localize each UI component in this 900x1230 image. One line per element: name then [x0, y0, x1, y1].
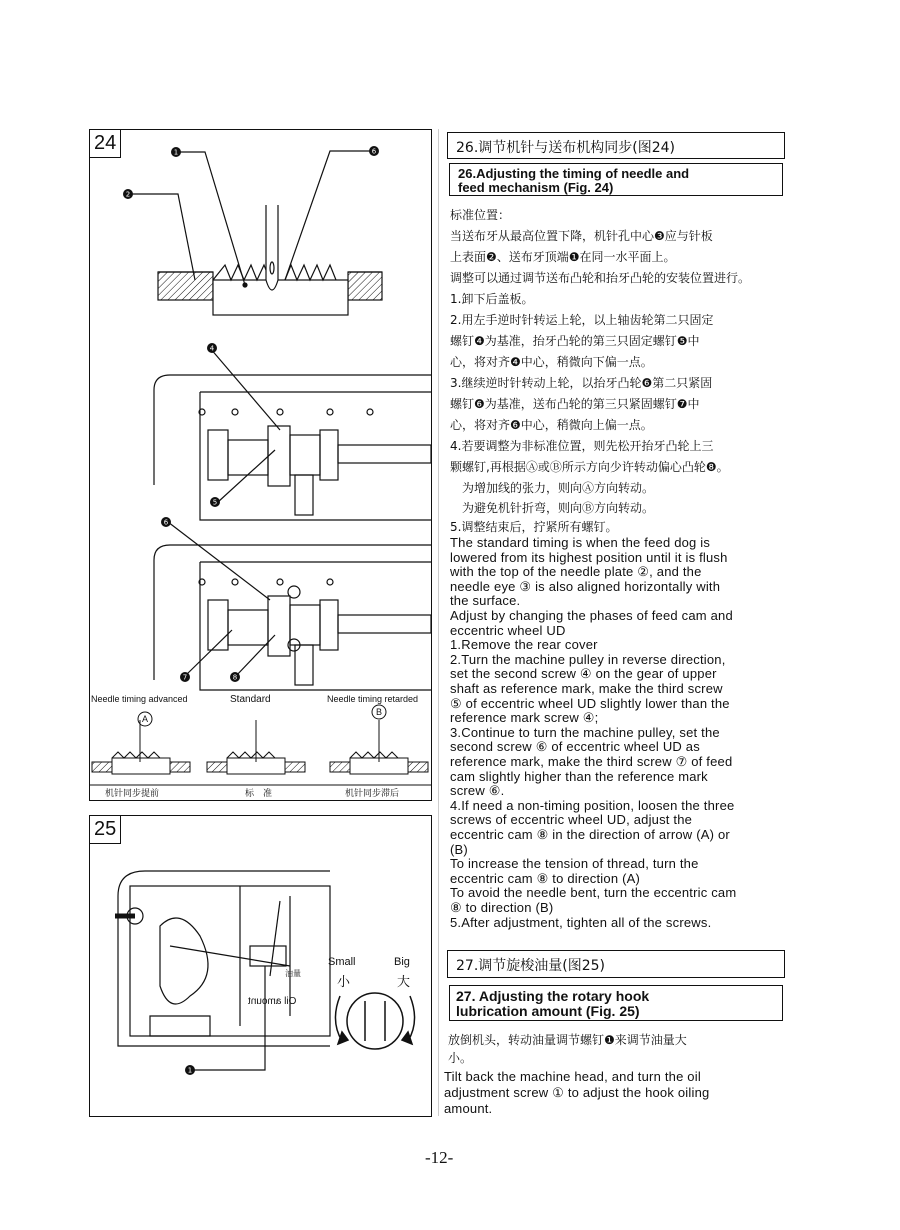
housing-view-1: [154, 348, 431, 520]
section-26-title-en-line2: feed mechanism (Fig. 24): [458, 180, 614, 195]
en-line: reference mark, make the third screw ⑦ of feed: [450, 754, 733, 769]
en-line: reference mark screw ④;: [450, 710, 599, 726]
section-27-title-en-line1: 27. Adjusting the rotary hook: [456, 988, 650, 1004]
cn-line: 螺钉❹为基准，抬牙凸轮的第三只固定螺钉❺中: [450, 334, 700, 348]
big-label-cn: 大: [397, 974, 411, 989]
en-line: the surface.: [450, 593, 521, 609]
cn-line: 3.继续逆时针转动上轮，以抬牙凸轮❻第二只紧固: [450, 376, 713, 390]
figure-25: [89, 815, 432, 1117]
label-needle-timing-retarded: Needle timing retarded: [327, 694, 419, 704]
cn-line: 当送布牙从最高位置下降，机针孔中心❸应与针板: [450, 229, 713, 243]
en-line: eccentric cam ⑧ in the direction of arrow (A) or: [450, 827, 730, 842]
small-label-en: Small: [328, 956, 356, 968]
column-divider: [438, 129, 439, 1116]
en-line: screw ⑥.: [450, 783, 505, 799]
en-line: amount.: [444, 1101, 493, 1116]
section-27-title-en-line2: lubrication amount (Fig. 25): [456, 1003, 640, 1019]
needle-plate-diagram: [130, 148, 382, 315]
en-line: To avoid the needle bent, turn the eccentric cam: [450, 885, 737, 901]
callout-7-label: 7: [182, 673, 188, 682]
en-line: ⑧ to direction (B): [450, 900, 554, 915]
label-standard: Standard: [230, 694, 271, 705]
cn-line: 上表面❷、送布牙顶端❶在同一水平面上。: [450, 250, 676, 264]
en-line: lowered from its highest position until it is flush: [450, 549, 728, 565]
section-27-title-cn: 27.调节旋梭油量(图25): [447, 950, 785, 978]
en-line: second screw ⑥ of eccentric wheel UD as: [450, 739, 700, 755]
en-line: 2.Turn the machine pulley in reverse direction,: [450, 651, 726, 667]
caption-advanced: 机针同步提前: [105, 789, 160, 799]
callout-1-fig25-label: 1: [187, 1066, 193, 1075]
oil-label-cn: 油量: [285, 969, 301, 978]
cn-line: 螺钉❻为基准，送布凸轮的第三只紧固螺钉❼中: [450, 397, 700, 411]
caption-retarded: 机针同步滞后: [345, 789, 400, 799]
callout-6-label: 6: [163, 518, 169, 527]
label-needle-timing-advanced: Needle timing advanced: [91, 694, 188, 704]
cn-line: 小。: [448, 1051, 473, 1065]
mark-a-letter: A: [142, 714, 149, 724]
callout-4-label: 4: [209, 344, 215, 353]
en-line: The standard timing is when the feed dog is: [450, 535, 711, 550]
small-label-cn: 小: [337, 974, 351, 989]
en-line: shaft as reference mark, make the third screw: [450, 681, 723, 696]
mark-b-letter: B: [376, 707, 383, 717]
figure-24-number: 24: [89, 129, 121, 158]
oil-dial-icon: [335, 993, 414, 1049]
cn-line: 颗螺钉,再根据Ⓐ或Ⓑ所示方向少许转动偏心凸轮❽。: [450, 460, 729, 474]
section-26-title-en: [449, 163, 783, 196]
cn-line: 标准位置：: [450, 208, 511, 222]
en-line: adjustment screw ① to adjust the hook oiling: [444, 1085, 710, 1100]
en-line: 5.After adjustment, tighten all of the screws.: [450, 914, 712, 930]
en-line: with the top of the needle plate ②, and the: [450, 564, 702, 580]
cn-line: 心，将对齐❹中心，稍微向下偏一点。: [450, 355, 653, 369]
cn-line: 为增加线的张力，则向Ⓐ方向转动。: [450, 481, 655, 495]
callout-8-label: 8: [232, 673, 238, 682]
figure-24: [89, 129, 432, 801]
cn-line: 调整可以通过调节送布凸轮和抬牙凸轮的安装位置进行。: [450, 271, 751, 285]
figure-25-number: 25: [89, 815, 121, 844]
section-26-title-en-line1: 26.Adjusting the timing of needle and: [458, 166, 690, 181]
en-line: eccentric cam ⑧ to direction (A): [450, 870, 640, 886]
en-line: To increase the tension of thread, turn the: [450, 856, 699, 872]
figure-25-drawing: [90, 816, 431, 1116]
en-line: (B): [450, 841, 468, 857]
callout-1-fig24-label: 1: [173, 148, 179, 157]
en-line: ⑤ of eccentric wheel UD slightly lower than the: [450, 695, 730, 711]
big-label-en: Big: [394, 956, 410, 968]
section-27-title-en: [449, 985, 783, 1021]
en-line: 1.Remove the rear cover: [450, 637, 598, 653]
page-number: -12-: [425, 1148, 454, 1167]
cn-line: 5.调整结束后，拧紧所有螺钉。: [450, 520, 618, 534]
oil-label-mirrored: Oil amount: [248, 996, 297, 1007]
callout-6-top-label: 6: [371, 147, 377, 156]
en-line: 4.If need a non-timing position, loosen the three: [450, 797, 735, 813]
en-line: set the second screw ④ on the gear of upper: [450, 666, 717, 682]
en-line: Adjust by changing the phases of feed cam and: [450, 608, 733, 623]
cn-line: 放倒机头，转动油量调节螺钉❶来调节油量大: [448, 1033, 687, 1047]
cn-line: 为避免机针折弯，则向Ⓑ方向转动。: [450, 501, 655, 515]
en-line: screws of eccentric wheel UD, adjust the: [450, 812, 693, 828]
cn-line: 4.若要调整为非标准位置，则先松开抬牙凸轮上三: [450, 439, 714, 453]
section-26-title-cn: 26.调节机针与送布机构同步(图24): [447, 132, 785, 159]
cn-line: 心，将对齐❻中心，稍微向上偏一点。: [450, 418, 653, 432]
caption-standard: 标 准: [245, 789, 273, 799]
cn-line: 1.卸下后盖板。: [450, 292, 534, 306]
en-line: eccentric wheel UD: [450, 622, 566, 638]
en-line: 3.Continue to turn the machine pulley, set the: [450, 724, 720, 740]
housing-view-2: [154, 522, 431, 690]
en-line: Tilt back the machine head, and turn the oil: [444, 1069, 701, 1084]
en-line: needle eye ③ is also aligned horizontally with: [450, 578, 721, 594]
cn-line: 2.用左手逆时针转运上轮，以上轴齿轮第二只固定: [450, 313, 714, 327]
callout-5-label: 5: [212, 498, 218, 507]
callout-2-label: 2: [125, 190, 131, 199]
en-line: cam slightly higher than the reference mark: [450, 768, 708, 784]
